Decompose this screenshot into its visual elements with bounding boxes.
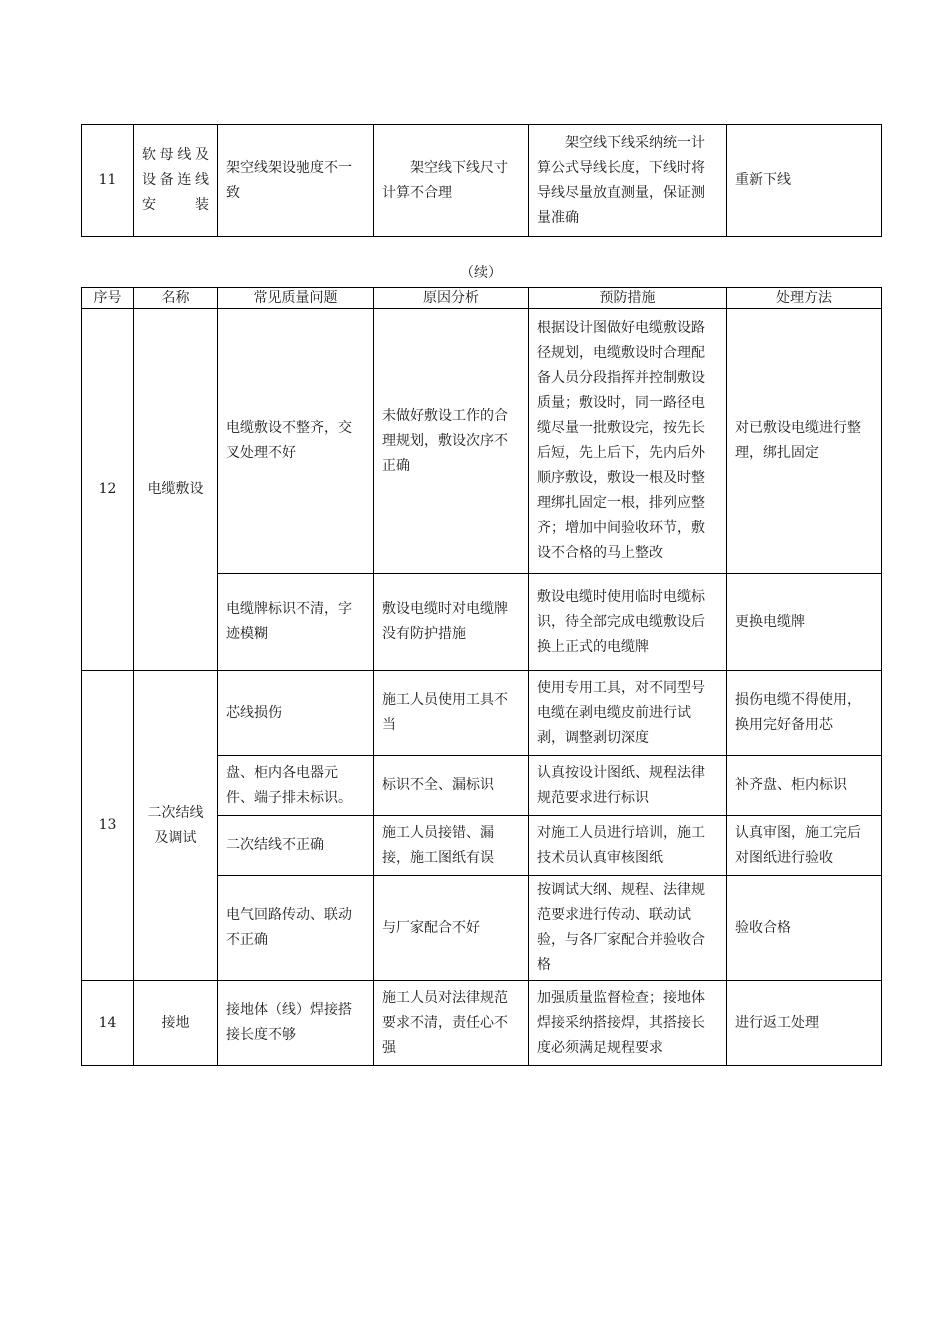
treatment-method: 对已敷设电缆进行整理，绑扎固定 bbox=[727, 309, 882, 574]
row-number: 12 bbox=[82, 309, 134, 671]
treatment-method: 重新下线 bbox=[727, 125, 882, 237]
item-name: 二次结线及调试 bbox=[134, 671, 218, 981]
header-treatment: 处理方法 bbox=[727, 288, 882, 309]
cause-analysis: 敷设电缆时对电缆牌没有防护措施 bbox=[374, 574, 529, 671]
prevention-measure: 根据设计图做好电缆敷设路径规划，电缆敷设时合理配备人员分段指挥并控制敷设质量；敷设时，同一路径电缆尽量一批敷设完，按先长后短，先上后下，先内后外顺序敷设，敷设一根及时整理绑扎固定一根，排列应整齐；增加中间验收环节，敷设不合格的马上整改 bbox=[529, 309, 727, 574]
common-problem: 电气回路传动、联动不正确 bbox=[218, 876, 374, 981]
table-row bbox=[82, 671, 882, 756]
item-name: 接地 bbox=[134, 981, 218, 1066]
cause-analysis: 标识不全、漏标识 bbox=[374, 756, 529, 816]
quality-table-part1 bbox=[81, 124, 882, 237]
treatment-method: 验收合格 bbox=[727, 876, 882, 981]
item-name: 软母线及设备连线安装 bbox=[134, 125, 218, 237]
common-problem: 芯线损伤 bbox=[218, 671, 374, 756]
common-problem: 二次结线不正确 bbox=[218, 816, 374, 876]
common-problem: 接地体（线）焊接搭接长度不够 bbox=[218, 981, 374, 1066]
header-no: 序号 bbox=[82, 288, 134, 309]
cause-analysis: 未做好敷设工作的合理规划，敷设次序不正确 bbox=[374, 309, 529, 574]
cause-analysis: 架空线下线尺寸计算不合理 bbox=[374, 125, 529, 237]
cause-analysis: 与厂家配合不好 bbox=[374, 876, 529, 981]
common-problem: 架空线架设驰度不一致 bbox=[218, 125, 374, 237]
prevention-measure: 架空线下线采纳统一计算公式导线长度，下线时将导线尽量放直测量，保证测量准确 bbox=[529, 125, 727, 237]
prevention-measure: 认真按设计图纸、规程法律规范要求进行标识 bbox=[529, 756, 727, 816]
table-row bbox=[82, 981, 882, 1066]
prevention-measure: 使用专用工具，对不同型号电缆在剥电缆皮前进行试剥，调整剥切深度 bbox=[529, 671, 727, 756]
table-row bbox=[82, 125, 882, 237]
common-problem: 盘、柜内各电器元件、端子排未标识。 bbox=[218, 756, 374, 816]
treatment-method: 补齐盘、柜内标识 bbox=[727, 756, 882, 816]
common-problem: 电缆敷设不整齐，交叉处理不好 bbox=[218, 309, 374, 574]
prevention-measure: 敷设电缆时使用临时电缆标识，待全部完成电缆敷设后换上正式的电缆牌 bbox=[529, 574, 727, 671]
row-number: 13 bbox=[82, 671, 134, 981]
quality-table-part2 bbox=[81, 287, 882, 1066]
item-name: 电缆敷设 bbox=[134, 309, 218, 671]
prevention-measure: 加强质量监督检查；接地体焊接采纳搭接焊，其搭接长度必须满足规程要求 bbox=[529, 981, 727, 1066]
treatment-method: 更换电缆牌 bbox=[727, 574, 882, 671]
row-number: 11 bbox=[82, 125, 134, 237]
treatment-method: 认真审图，施工完后对图纸进行验收 bbox=[727, 816, 882, 876]
continued-label: （续） bbox=[460, 265, 502, 281]
cause-analysis: 施工人员对法律规范要求不清，责任心不强 bbox=[374, 981, 529, 1066]
row-number: 14 bbox=[82, 981, 134, 1066]
treatment-method: 进行返工处理 bbox=[727, 981, 882, 1066]
prevention-measure: 按调试大纲、规程、法律规范要求进行传动、联动试验，与各厂家配合并验收合格 bbox=[529, 876, 727, 981]
treatment-method: 损伤电缆不得使用，换用完好备用芯 bbox=[727, 671, 882, 756]
prevention-measure: 对施工人员进行培训，施工技术员认真审核图纸 bbox=[529, 816, 727, 876]
header-problem: 常见质量问题 bbox=[218, 288, 374, 309]
table-row bbox=[82, 309, 882, 574]
header-name: 名称 bbox=[134, 288, 218, 309]
header-prevention: 预防措施 bbox=[529, 288, 727, 309]
common-problem: 电缆牌标识不清，字迹模糊 bbox=[218, 574, 374, 671]
table-header-row bbox=[82, 288, 882, 309]
cause-analysis: 施工人员使用工具不当 bbox=[374, 671, 529, 756]
cause-analysis: 施工人员接错、漏接，施工图纸有误 bbox=[374, 816, 529, 876]
header-cause: 原因分析 bbox=[374, 288, 529, 309]
